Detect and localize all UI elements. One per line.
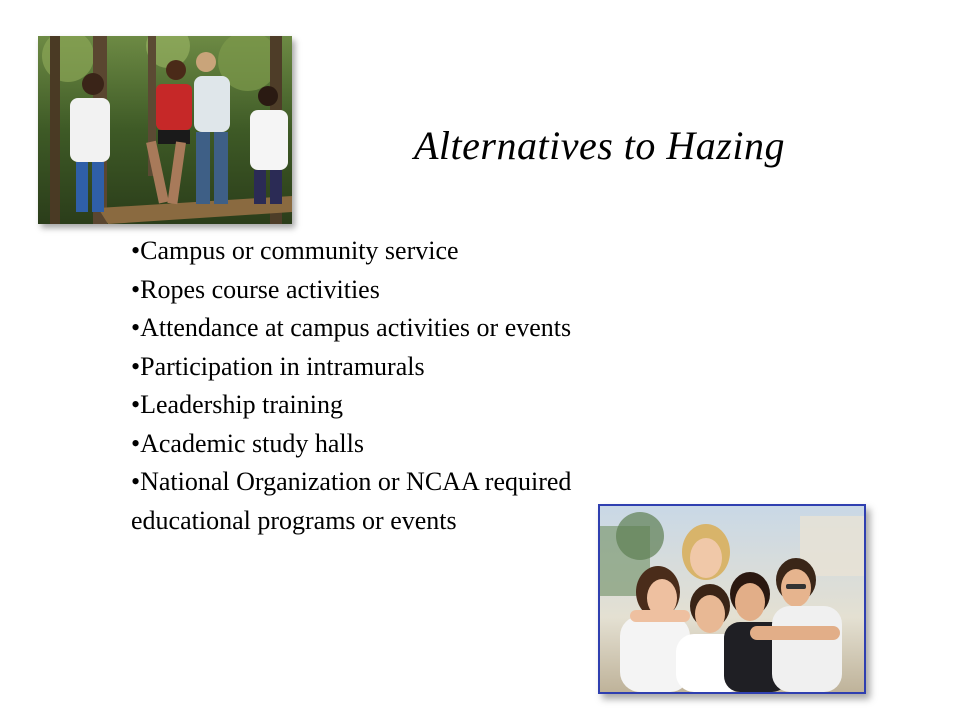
bullet-text: Attendance at campus activities or events bbox=[140, 313, 572, 342]
bullet-item bbox=[131, 348, 691, 387]
bullet-marker: • bbox=[131, 428, 141, 458]
bullet-text: Ropes course activities bbox=[140, 274, 380, 304]
bullet-item bbox=[131, 309, 691, 348]
bullet-text: Leadership training bbox=[140, 390, 343, 419]
bullet-marker: • bbox=[131, 313, 141, 342]
bullet-text: National Organization or NCAA required educational programs or events bbox=[131, 467, 572, 535]
bullet-marker: • bbox=[131, 351, 141, 381]
bullet-list bbox=[131, 232, 691, 540]
bullet-item bbox=[131, 425, 691, 464]
bullet-text: Participation in intramurals bbox=[140, 351, 425, 381]
photo-ropes-course-icon bbox=[38, 36, 292, 224]
bullet-marker: • bbox=[131, 390, 141, 419]
bullet-item bbox=[131, 386, 691, 425]
bullet-text: Academic study halls bbox=[140, 428, 364, 458]
bullet-marker: • bbox=[131, 236, 141, 265]
bullet-text: Campus or community service bbox=[140, 236, 459, 265]
bullet-item bbox=[131, 232, 691, 271]
bullet-item bbox=[131, 271, 691, 310]
bullet-marker: • bbox=[131, 274, 141, 304]
photo-group-of-friends-icon bbox=[598, 504, 866, 694]
slide-title: Alternatives to Hazing bbox=[414, 123, 785, 168]
bullet-marker: • bbox=[131, 467, 141, 496]
